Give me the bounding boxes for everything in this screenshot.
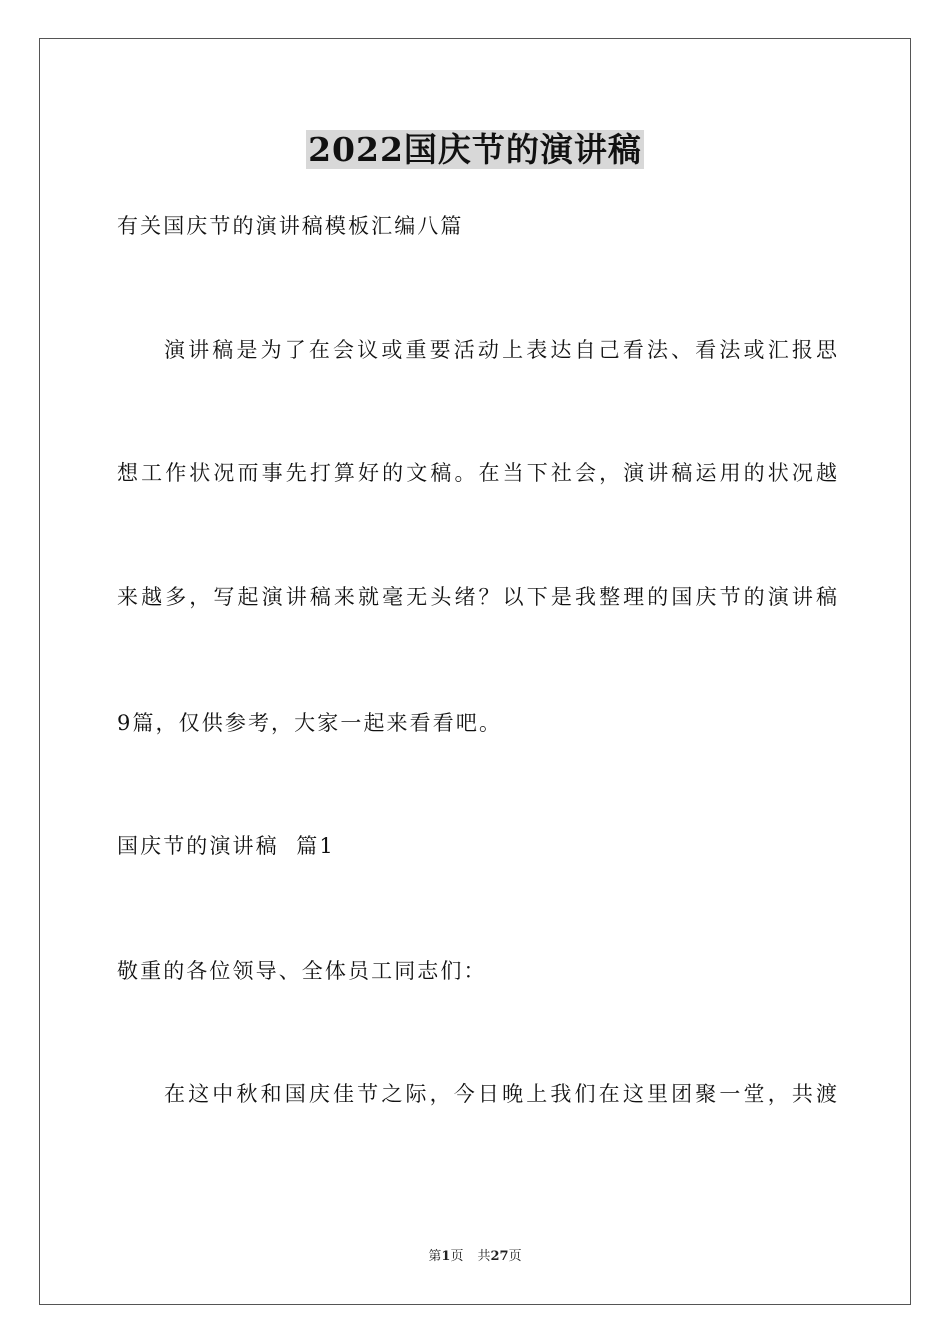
footer-page-number: 1 xyxy=(441,1249,451,1264)
document-title xyxy=(0,128,950,172)
page-footer xyxy=(0,1248,950,1266)
intro-line-4: 9篇，仅供参考，大家一起来看看吧。 xyxy=(117,711,503,735)
document-title-text: 2022国庆节的演讲稿 xyxy=(308,130,642,169)
intro-line-1: 演讲稿是为了在会议或重要活动上表达自己看法、看法或汇报思 xyxy=(164,338,837,362)
footer-total-suffix: 页 xyxy=(508,1249,522,1264)
body-line-1: 在这中秋和国庆佳节之际，今日晚上我们在这里团聚一堂，共渡 xyxy=(164,1082,837,1106)
section-heading: 国庆节的演讲稿 篇1 xyxy=(117,834,335,858)
intro-line-2: 想工作状况而事先打算好的文稿。在当下社会，演讲稿运用的状况越 xyxy=(117,461,837,485)
salutation: 敬重的各位领导、全体员工同志们： xyxy=(117,959,487,983)
footer-total-pages: 27 xyxy=(490,1249,509,1264)
document-subtitle: 有关国庆节的演讲稿模板汇编八篇 xyxy=(117,214,464,238)
footer-page-prefix: 第 xyxy=(428,1249,442,1264)
footer-page-suffix: 页 xyxy=(450,1249,464,1264)
intro-line-3: 来越多，写起演讲稿来就毫无头绪？以下是我整理的国庆节的演讲稿 xyxy=(117,585,837,609)
footer-total-prefix: 共 xyxy=(477,1249,491,1264)
